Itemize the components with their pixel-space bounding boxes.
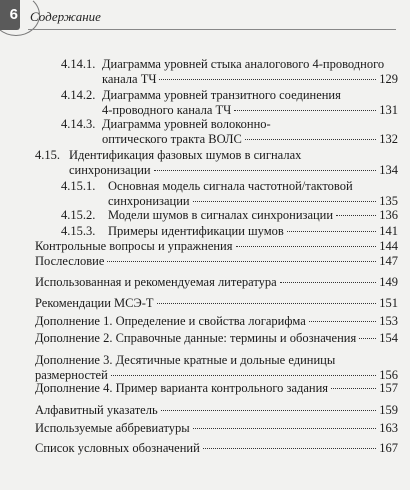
toc-entry-title: 4-проводного канала ТЧ	[102, 103, 232, 117]
header-rule	[28, 29, 396, 30]
toc-entry-title: Алфавитный указатель	[35, 403, 158, 417]
dot-leader	[359, 338, 376, 339]
toc-entry[interactable]	[35, 296, 398, 311]
toc-entry-number: 4.15.2.	[61, 208, 96, 222]
dot-leader	[159, 79, 376, 80]
toc-entry[interactable]	[35, 254, 398, 269]
toc-entry-page: 157	[379, 381, 398, 395]
dot-leader	[309, 321, 376, 322]
dot-leader	[111, 375, 376, 376]
page-header	[0, 0, 410, 36]
dot-leader	[331, 388, 376, 389]
toc-entry-page: 141	[379, 224, 398, 238]
toc-entry-title: размерностей	[35, 368, 108, 382]
toc-entry-number: 4.15.1.	[61, 179, 96, 193]
toc-entry[interactable]	[35, 441, 398, 456]
toc-entry[interactable]	[35, 148, 398, 178]
dot-leader	[287, 231, 376, 232]
toc-entry-title: Дополнение 3. Десятичные кратные и дольные единицы	[35, 353, 336, 367]
toc-entry-title: Диаграмма уровней транзитного соединения	[102, 88, 341, 102]
toc-entry-page: 134	[379, 163, 398, 177]
toc-entry[interactable]	[35, 239, 398, 254]
dot-leader	[107, 261, 376, 262]
toc-entry-page: 167	[379, 441, 398, 455]
toc-entry-page: 151	[379, 296, 398, 310]
toc-entry-title: Дополнение 4. Пример варианта контрольного задания	[35, 381, 329, 395]
toc-entry-page: 129	[379, 72, 398, 86]
toc-entry-title: канала ТЧ	[102, 72, 157, 86]
dot-leader	[234, 110, 376, 111]
toc-entry-title: Примеры идентификации шумов	[108, 224, 284, 238]
toc-entry-title: синхронизации	[69, 163, 151, 177]
toc-entry[interactable]	[61, 57, 398, 87]
toc-entry-page: 132	[379, 132, 398, 146]
dot-leader	[245, 139, 376, 140]
toc-entry-page: 147	[379, 254, 398, 268]
toc-entry-title: Модели шумов в сигналах синхронизации	[108, 208, 334, 222]
toc-entry-title: оптического тракта ВОЛС	[102, 132, 242, 146]
toc-entry-number: 4.14.1.	[61, 57, 96, 71]
toc-entry-page: 154	[379, 331, 398, 345]
toc-entry-page: 156	[379, 368, 398, 382]
dot-leader	[157, 303, 377, 304]
toc-entry[interactable]	[61, 117, 398, 147]
toc-entry-title: Использованная и рекомендуемая литература	[35, 275, 277, 289]
toc-entry-page: 144	[379, 239, 398, 253]
dot-leader	[236, 246, 377, 247]
dot-leader	[193, 201, 377, 202]
page-number: 6	[0, 0, 20, 30]
toc-entry-number: 4.14.3.	[61, 117, 96, 131]
toc-entry[interactable]	[35, 314, 398, 329]
toc-entry[interactable]	[61, 208, 398, 223]
toc-entry[interactable]	[61, 88, 398, 118]
toc-entry[interactable]	[61, 224, 398, 239]
dot-leader	[154, 170, 377, 171]
toc-entry[interactable]	[35, 275, 398, 290]
header-title: Содержание	[30, 9, 101, 24]
toc-entry-page: 149	[379, 275, 398, 289]
toc-entry[interactable]	[35, 421, 398, 436]
toc-entry-number: 4.14.2.	[61, 88, 96, 102]
toc-entry-number: 4.15.3.	[61, 224, 96, 238]
toc-entry[interactable]	[35, 381, 398, 396]
toc-entry-title: Диаграмма уровней волоконно-	[102, 117, 271, 131]
toc-entry[interactable]	[61, 179, 398, 209]
toc-entry[interactable]	[35, 353, 398, 383]
toc-entry[interactable]	[35, 331, 398, 346]
toc-entry-page: 136	[379, 208, 398, 222]
toc-entry-page: 163	[379, 421, 398, 435]
dot-leader	[193, 428, 377, 429]
toc-entry[interactable]	[35, 403, 398, 418]
toc-entry-title: Используемые аббревиатуры	[35, 421, 190, 435]
toc-entry-page: 153	[379, 314, 398, 328]
toc-entry-title: Список условных обозначений	[35, 441, 200, 455]
toc-entry-page: 131	[379, 103, 398, 117]
toc-entry-title: Рекомендации МСЭ-Т	[35, 296, 154, 310]
toc-entry-number: 4.15.	[35, 148, 60, 162]
dot-leader	[161, 410, 377, 411]
dot-leader	[280, 282, 377, 283]
toc-entry-page: 159	[379, 403, 398, 417]
toc-entry-title: Дополнение 2. Справочные данные: термины и обозначения	[35, 331, 357, 345]
toc-entry-title: Дополнение 1. Определение и свойства логарифма	[35, 314, 306, 328]
toc-entry-page: 135	[379, 194, 398, 208]
toc-entry-title: синхронизации	[108, 194, 190, 208]
toc-entry-title: Диаграмма уровней стыка аналогового 4-проводного	[102, 57, 385, 71]
toc-entry-title: Контрольные вопросы и упражнения	[35, 239, 233, 253]
dot-leader	[203, 448, 376, 449]
toc-entry-title: Основная модель сигнала частотной/тактовой	[108, 179, 353, 193]
toc-entry-title: Послесловие	[35, 254, 105, 268]
toc-entry-title: Идентификация фазовых шумов в сигналах	[69, 148, 302, 162]
dot-leader	[336, 215, 376, 216]
